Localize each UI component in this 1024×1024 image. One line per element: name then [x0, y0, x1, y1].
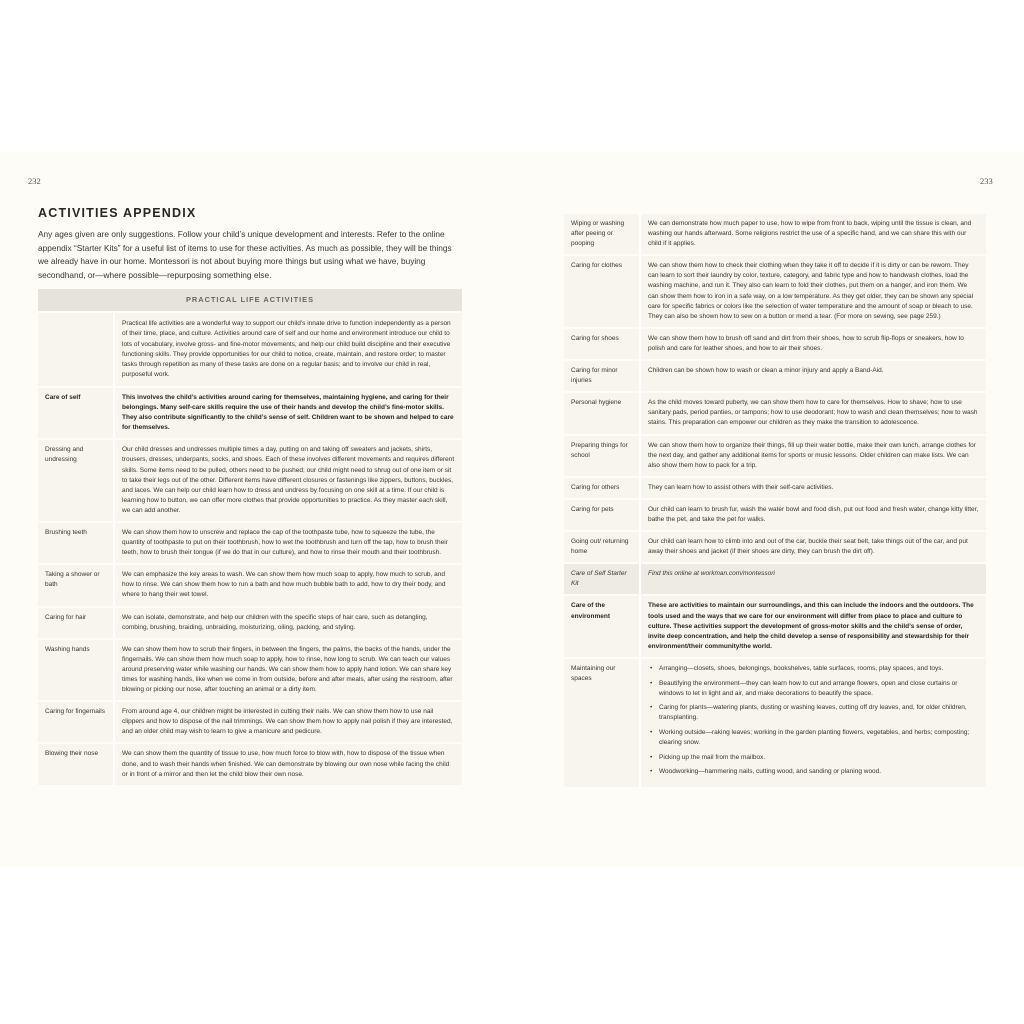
row-text: Our child can learn to brush fur, wash the water bowl and food dish, put out food and fresh water, change kitty litter, bathe the pet, and take the pet for walks. [641, 500, 986, 530]
list-item: • Picking up the mail from the mailbox. [648, 753, 979, 763]
table-row [564, 436, 986, 476]
row-label: Care of the environment [564, 596, 641, 656]
list-item: • Beautifying the environment—they can learn how to cut and arrange flowers, open and close curtains or windows to let in light and air, and make decorations to beautify the space. [648, 679, 979, 699]
left-page [38, 206, 462, 787]
row-text: Our child can learn how to climb into and out of the car, buckle their seat belt, take things out of the car, and put away their shoes and jacket (if their shoes are dirty, they can brush the dirt off). [641, 532, 986, 562]
row-label: Personal hygiene [564, 393, 641, 433]
table-row [564, 659, 986, 787]
row-text: Practical life activities are a wonderful way to support our child’s innate drive to function independently as a person of their time, place, and culture. Activities around care of self and our home and environment introduce our child to lots of vocabulary, involve gross- and fine-motor movements, and help our child build discipline and their executive functioning skills. They provide opportunities for our child to notice, create, maintain, and restore order; to master tasks through repetition as many of these tasks are done on a regular basis; and to involve our child in real, purposeful work. [115, 313, 462, 386]
row-label: Caring for pets [564, 500, 641, 530]
list-item: • Caring for plants—watering plants, dusting or washing leaves, cutting off dry leaves, and, for older children, transplanting. [648, 703, 979, 723]
row-label: Maintaining our spaces [564, 659, 641, 787]
section-header: PRACTICAL LIFE ACTIVITIES [38, 289, 462, 311]
row-label: Blowing their nose [38, 744, 115, 784]
list-item: • Arranging—closets, shoes, belongings, bookshelves, table surfaces, rooms, play spaces, and toys. [648, 664, 979, 674]
table-row [38, 388, 462, 438]
row-text: We can isolate, demonstrate, and help our children with the specific steps of hair care, such as detangling, combing, brushing, braiding, unbraiding, moisturizing, oiling, packing, and styling. [115, 608, 462, 638]
table-row [564, 361, 986, 391]
table-row [564, 329, 986, 359]
table-row [564, 500, 986, 530]
list-item: • Woodworking—hammering nails, cutting wood, and sanding or planing wood. [648, 767, 979, 777]
row-text: We can emphasize the key areas to wash. We can show them how much soap to apply, how much to scrub, and how to rinse. We can show them how to run a bath and how much bubble bath to add, how to dry their body, and where to hang their wet towel. [115, 565, 462, 605]
row-label: Preparing things for school [564, 436, 641, 476]
row-text: We can show them how to check their clothing when they take it off to decide if it is dirty or can be reworn. They can learn to sort their laundry by color, texture, category, and fabric type and how to handwash clothes, load the washing machine, and run it. They also can learn to fold their clothes, put them on a hanger, and iron them. We can show them how to iron in a safe way, on a low temperature. As they get older, they can be shown any special care for specific fabrics or colors like the selection of water temperature and the amount of soap or bleach to use. They can also be shown how to sew on a button or mend a tear. (For more on sewing, see page 259.) [641, 256, 986, 327]
row-text: We can show them the quantity of tissue to use, how much force to blow with, how to dispose of the tissue when done, and to wash their hands when finished. We can demonstrate by blowing our own nose while facing the child or in front of a mirror and then let the child blow their own nose. [115, 744, 462, 784]
row-label [38, 313, 115, 386]
starter-kit-link[interactable]: Find this online at workman.com/montessori [641, 564, 986, 594]
table-row [564, 214, 986, 254]
row-bullets [641, 659, 986, 787]
row-text: Children can be shown how to wash or clean a minor injury and apply a Band-Aid. [641, 361, 986, 391]
activities-table-right [564, 212, 986, 789]
table-row [38, 702, 462, 742]
table-row [564, 393, 986, 433]
row-label: Taking a shower or bath [38, 565, 115, 605]
starter-kit-row [564, 564, 986, 594]
row-text: This involves the child’s activities around caring for themselves, maintaining hygiene, and caring for their belongings. Many self-care skills require the use of their hands and develop the child’s fine-motor skills. They also contribute significantly to the child’s sense of self. Children want to be shown and helped to care for themselves. [115, 388, 462, 438]
row-label: Caring for clothes [564, 256, 641, 327]
row-text: We can show them how to unscrew and replace the cap of the toothpaste tube, how to squeeze the tube, the quantity of toothpaste to put on their toothbrush, how to wet the toothbrush and turn off the tap, how to brush their teeth, how to brush their tongue (if we do that in our culture), and how to rinse their mouth and their toothbrush. [115, 523, 462, 563]
table-row [38, 313, 462, 386]
row-text: We can show them how to scrub their fingers, in between the fingers, the palms, the backs of the hands, under the fingernails. We can show them how much soap to apply, how to rinse, how long to scrub. We can teach our values around preserving water while washing our hands. We can show them how to apply hand lotion. We can share key times for washing hands, like when we come in from outside, before and after meals, after using the restroom, after blowing or picking our nose, after touching an animal or a dirty item. [115, 640, 462, 700]
row-label: Washing hands [38, 640, 115, 700]
row-label: Care of Self Starter Kit [564, 564, 641, 594]
table-row [38, 440, 462, 521]
row-text: We can demonstrate how much paper to use, how to wipe from front to back, wiping until the tissue is clean, and washing our hands afterward. Some religions restrict the use of a specific hand, and we can share this with our child if it applies. [641, 214, 986, 254]
intro-paragraph: Any ages given are only suggestions. Follow your child’s unique development and interests. Refer to the online appendix “Starter Kits” for a useful list of items to use for these activities. As much as possible, they will be things we already have in our home. Montessori is not about buying more things but using what we have, buying secondhand, or—where possible—repurposing something else. [38, 229, 452, 280]
row-text: We can show them how to organize their things, fill up their water bottle, make their own lunch, arrange clothes for the next day, and gather any additional items for sports or music lessons. Older children can make lists. We can also show them how to pack for a trip. [641, 436, 986, 476]
row-label: Caring for others [564, 478, 641, 498]
page-title: ACTIVITIES APPENDIX [38, 206, 197, 220]
page-number-right: 233 [980, 176, 993, 186]
row-label: Care of self [38, 388, 115, 438]
list-item: • Working outside—raking leaves; working in the garden planting flowers, vegetables, and herbs; composting; clearing snow. [648, 728, 979, 748]
row-text: As the child moves toward puberty, we can show them how to care for themselves. How to shave; how to use sanitary pads, period panties, or tampons; how to use deodorant; how to wash and clean themselves; how to wash stains. This preparation can empower our children as they make the transition to adolescence. [641, 393, 986, 433]
row-text: From around age 4, our children might be interested in cutting their nails. We can show them how to use nail clippers and how to dispose of the nail trimmings. We can show them how to apply nail polish if they are interested, and an older child may wish to learn to give a manicure and pedicure. [115, 702, 462, 742]
row-label: Caring for hair [38, 608, 115, 638]
table-row [38, 608, 462, 638]
row-label: Brushing teeth [38, 523, 115, 563]
row-text: Our child dresses and undresses multiple times a day, putting on and taking off sweaters and jackets, shirts, trousers, dresses, underpants, socks, and shoes. Each of these involves different movements and requires different skills. Some items need to be pulled, others need to be pushed; our child might need to shrug out of one item or sit to take their legs out of the other. Different items have different closures or fastenings like zippers, buttons, buckles, and laces. We can help our child learn how to dress and undress by focusing on one skill at a time. If our child is learning how to button, we can offer more clothes that provide opportunities to practice. As they master each skill, we can add another. [115, 440, 462, 521]
row-label: Going out/ returning home [564, 532, 641, 562]
table-row [564, 478, 986, 498]
row-label: Caring for fingernails [38, 702, 115, 742]
table-row [38, 565, 462, 605]
row-text: We can show them how to brush off sand and dirt from their shoes, how to scrub flip-flops or sneakers, how to polish and care for leather shoes, and how to air their shoes. [641, 329, 986, 359]
row-text: They can learn how to assist others with their self-care activities. [641, 478, 986, 498]
page-number-left: 232 [28, 176, 41, 186]
row-text: These are activities to maintain our surroundings, and this can include the indoors and the outdoors. The tools used and the ways that we care for our environment will differ from place to place and culture to culture. These activities support the development of gross-motor skills and the child’s sense of order, invite deep concentration, and help the child develop a sense of responsibility and stewardship for their environment/their community/the world. [641, 596, 986, 656]
row-label: Dressing and undressing [38, 440, 115, 521]
bullet-list [648, 664, 979, 777]
table-row [564, 532, 986, 562]
row-label: Wiping or washing after peeing or pooping [564, 214, 641, 254]
right-page [564, 212, 986, 789]
row-label: Caring for minor injuries [564, 361, 641, 391]
activities-table-left [38, 311, 462, 786]
table-row [38, 640, 462, 700]
table-row [564, 596, 986, 656]
row-label: Caring for shoes [564, 329, 641, 359]
table-row [564, 256, 986, 327]
table-row [38, 523, 462, 563]
table-row [38, 744, 462, 784]
